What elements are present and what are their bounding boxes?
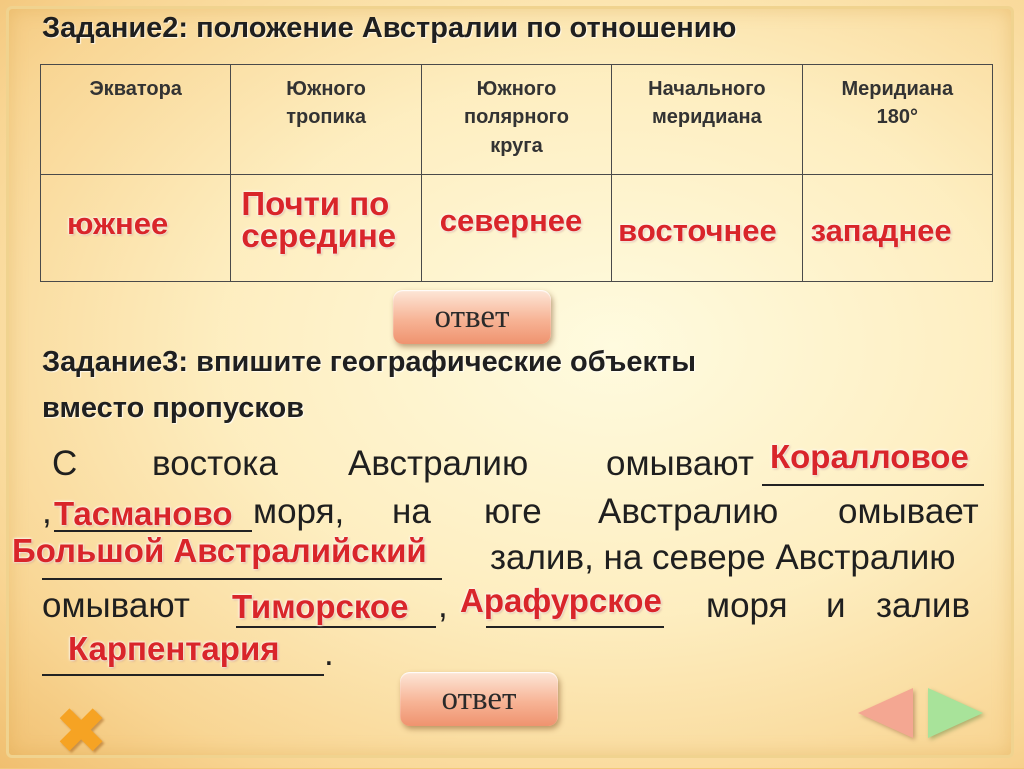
blank-3 — [42, 578, 442, 580]
text-word-avstraliyu-2: Австралию — [598, 492, 779, 531]
text-word-yuge: юге — [484, 492, 542, 531]
header-prime-meridian-line2: меридиана — [651, 106, 762, 129]
answer-cell-meridian-180 — [802, 175, 992, 282]
header-antarctic-circle-line3: круга — [490, 134, 543, 157]
answer-blank-2: Тасманово — [54, 495, 233, 532]
position-table — [40, 64, 993, 282]
answer-cell-antarctic-circle — [421, 175, 611, 282]
task3-title-line1: Задание3: впишите географические объекты — [42, 346, 696, 378]
text-gulf-north: залив, на севере Австралию — [490, 538, 956, 577]
answer-cell-equator — [41, 175, 231, 282]
blank-5 — [486, 626, 664, 628]
answer-cell-southern-tropic — [231, 175, 421, 282]
task3-title-line2: вместо пропусков — [42, 392, 305, 424]
prev-arrow-icon[interactable] — [858, 688, 913, 738]
blank-1 — [762, 484, 984, 486]
text-word-avstraliyu-1: Австралию — [348, 444, 529, 483]
task2-answer-button[interactable]: ответ — [393, 290, 551, 344]
text-word-i: и — [826, 586, 846, 625]
close-icon[interactable]: ✖ — [54, 695, 108, 769]
text-comma-2: , — [438, 586, 448, 625]
header-meridian-180-line2: 180° — [876, 106, 918, 129]
header-antarctic-circle-line1: Южного — [476, 78, 557, 100]
answer-blank-6: Карпентария — [68, 630, 280, 667]
header-prime-meridian — [612, 65, 802, 175]
header-equator — [41, 65, 231, 175]
task2-title: Задание2: положение Австралии по отношению — [42, 12, 737, 44]
answer-southern-tropic-line2: середине — [241, 217, 397, 254]
text-word-s: С — [52, 444, 78, 483]
text-word-zaliv: залив — [876, 586, 971, 625]
text-word-morya-1: моря, — [253, 492, 345, 531]
header-southern-tropic — [231, 65, 421, 175]
answer-southern-tropic-line1: Почти по — [241, 185, 390, 222]
header-antarctic-circle-line2: полярного — [463, 106, 569, 129]
answer-blank-5: Арафурское — [460, 582, 662, 619]
header-prime-meridian-line1: Начального — [648, 78, 766, 100]
text-word-vostoka: востока — [152, 444, 278, 483]
answer-antarctic-circle: севернее — [439, 203, 583, 238]
blank-4 — [236, 626, 436, 628]
text-word-omyvayut-2: омывают — [42, 586, 190, 625]
text-word-morya-2: моря — [706, 586, 788, 625]
text-period: . — [324, 634, 334, 673]
header-meridian-180 — [802, 65, 992, 175]
task3-answer-button[interactable]: ответ — [400, 672, 558, 726]
answer-blank-4: Тиморское — [232, 588, 409, 625]
text-word-omyvaet: омывает — [838, 492, 979, 531]
answer-blank-3: Большой Австралийский — [12, 532, 427, 569]
text-word-omyvayut-1: омывают — [606, 444, 754, 483]
blank-6 — [42, 674, 324, 676]
next-arrow-icon[interactable] — [928, 688, 983, 738]
table-answer-row — [41, 175, 993, 282]
text-comma-1: , — [42, 492, 52, 531]
header-southern-tropic-line2: тропика — [286, 106, 366, 129]
header-equator-line1: Экватора — [89, 78, 182, 100]
answer-equator: южнее — [67, 206, 169, 241]
answer-prime-meridian: восточнее — [618, 213, 777, 248]
answer-meridian-180: западнее — [810, 213, 952, 248]
answer-cell-prime-meridian — [612, 175, 802, 282]
answer-blank-1: Коралловое — [770, 438, 969, 475]
text-word-na: на — [392, 492, 431, 531]
header-antarctic-circle — [421, 65, 611, 175]
table-header-row — [41, 65, 993, 175]
header-southern-tropic-line1: Южного — [286, 78, 366, 100]
header-meridian-180-line1: Меридиана — [841, 78, 954, 100]
